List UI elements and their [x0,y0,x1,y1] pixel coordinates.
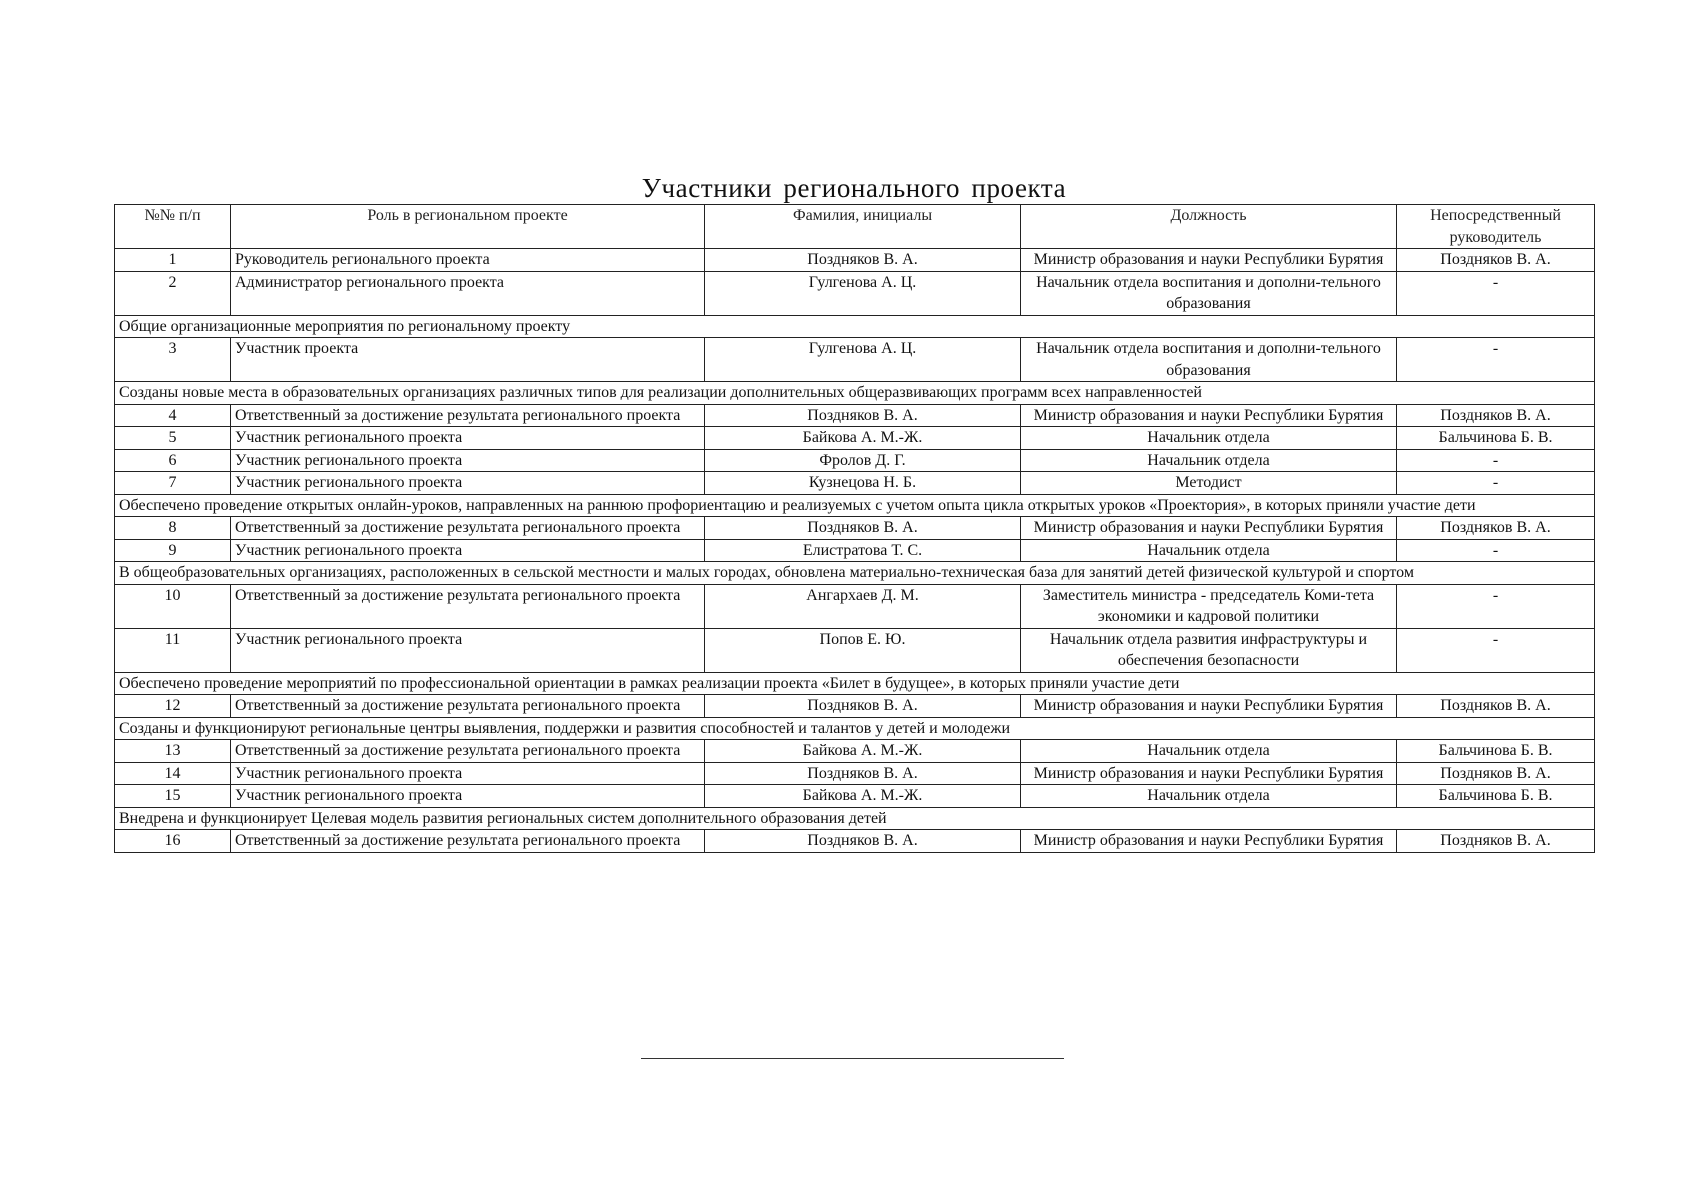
row-role: Ответственный за достижение результата регионального проекта [231,695,705,718]
row-supervisor: Поздняков В. А. [1397,517,1595,540]
row-role: Ответственный за достижение результата регионального проекта [231,584,705,628]
section-row [115,315,1595,338]
row-name: Поздняков В. А. [705,695,1021,718]
row-number: 7 [115,472,231,495]
row-number: 16 [115,830,231,853]
row-position: Министр образования и науки Республики Бурятия [1021,762,1397,785]
table-header-row [115,205,1595,249]
row-name: Поздняков В. А. [705,249,1021,272]
row-role: Ответственный за достижение результата регионального проекта [231,830,705,853]
section-title: Внедрена и функционирует Целевая модель развития региональных систем дополнительного образования детей [115,807,1595,830]
row-number: 14 [115,762,231,785]
row-name: Гулгенова А. Ц. [705,271,1021,315]
row-number: 8 [115,517,231,540]
row-number: 10 [115,584,231,628]
table-row [115,740,1595,763]
row-supervisor: Поздняков В. А. [1397,830,1595,853]
row-name: Кузнецова Н. Б. [705,472,1021,495]
row-number: 4 [115,404,231,427]
row-number: 15 [115,785,231,808]
row-role: Администратор регионального проекта [231,271,705,315]
row-position: Начальник отдела [1021,539,1397,562]
row-role: Участник регионального проекта [231,449,705,472]
row-name: Поздняков В. А. [705,404,1021,427]
row-position: Начальник отдела воспитания и дополни-тельного образования [1021,338,1397,382]
row-supervisor: - [1397,584,1595,628]
row-number: 9 [115,539,231,562]
row-supervisor: Поздняков В. А. [1397,249,1595,272]
row-supervisor: Поздняков В. А. [1397,695,1595,718]
row-position: Методист [1021,472,1397,495]
header-name: Фамилия, инициалы [705,205,1021,249]
row-supervisor: Поздняков В. А. [1397,762,1595,785]
row-position: Начальник отдела развития инфраструктуры и обеспечения безопасности [1021,628,1397,672]
table-row [115,404,1595,427]
section-title: Созданы новые места в образовательных организациях различных типов для реализации дополнительных общеразвивающих программ всех направленностей [115,382,1595,405]
row-position: Начальник отдела воспитания и дополни-тельного образования [1021,271,1397,315]
row-position: Министр образования и науки Республики Бурятия [1021,517,1397,540]
table-row [115,539,1595,562]
table-row [115,271,1595,315]
row-number: 12 [115,695,231,718]
section-row [115,807,1595,830]
row-name: Попов Е. Ю. [705,628,1021,672]
section-title: В общеобразовательных организациях, расположенных в сельской местности и малых городах, обновлена материально-техническая база для занятий детей физической культурой и спортом [115,562,1595,585]
row-position: Министр образования и науки Республики Бурятия [1021,830,1397,853]
participants-table [114,204,1595,853]
row-number: 2 [115,271,231,315]
row-supervisor: - [1397,472,1595,495]
row-position: Министр образования и науки Республики Бурятия [1021,249,1397,272]
table-row [115,338,1595,382]
row-name: Поздняков В. А. [705,762,1021,785]
row-role: Участник регионального проекта [231,472,705,495]
row-name: Гулгенова А. Ц. [705,338,1021,382]
row-name: Ангархаев Д. М. [705,584,1021,628]
section-row [115,494,1595,517]
footer-divider [641,1058,1064,1059]
row-role: Ответственный за достижение результата регионального проекта [231,404,705,427]
row-role: Ответственный за достижение результата регионального проекта [231,740,705,763]
header-supervisor: Непосредственный руководитель [1397,205,1595,249]
section-title: Созданы и функционируют региональные центры выявления, поддержки и развития способностей и талантов у детей и молодежи [115,717,1595,740]
table-row [115,517,1595,540]
row-name: Байкова А. М.-Ж. [705,740,1021,763]
row-name: Фролов Д. Г. [705,449,1021,472]
row-position: Начальник отдела [1021,740,1397,763]
row-role: Участник проекта [231,338,705,382]
section-title: Общие организационные мероприятия по региональному проекту [115,315,1595,338]
row-supervisor: Бальчинова Б. В. [1397,740,1595,763]
table-row [115,628,1595,672]
table-row [115,785,1595,808]
row-role: Участник регионального проекта [231,427,705,450]
row-number: 3 [115,338,231,382]
row-name: Поздняков В. А. [705,517,1021,540]
row-supervisor: Бальчинова Б. В. [1397,785,1595,808]
table-row [115,584,1595,628]
row-position: Начальник отдела [1021,449,1397,472]
header-num: №№ п/п [115,205,231,249]
row-supervisor: - [1397,338,1595,382]
section-row [115,717,1595,740]
table-body [115,205,1595,853]
row-number: 13 [115,740,231,763]
table-row [115,472,1595,495]
row-name: Байкова А. М.-Ж. [705,785,1021,808]
row-role: Участник регионального проекта [231,539,705,562]
row-supervisor: Поздняков В. А. [1397,404,1595,427]
page-title: Участники регионального проекта [641,173,1067,203]
table-row [115,449,1595,472]
table-row [115,427,1595,450]
header-role: Роль в региональном проекте [231,205,705,249]
section-row [115,382,1595,405]
row-name: Байкова А. М.-Ж. [705,427,1021,450]
table-row [115,830,1595,853]
row-number: 1 [115,249,231,272]
section-row [115,672,1595,695]
row-supervisor: - [1397,628,1595,672]
row-supervisor: Бальчинова Б. В. [1397,427,1595,450]
section-title: Обеспечено проведение мероприятий по профессиональной ориентации в рамках реализации проекта «Билет в будущее», в которых приняли участие дети [115,672,1595,695]
row-name: Елистратова Т. С. [705,539,1021,562]
row-position: Начальник отдела [1021,427,1397,450]
row-number: 6 [115,449,231,472]
table-row [115,695,1595,718]
table-row [115,762,1595,785]
row-number: 5 [115,427,231,450]
section-row [115,562,1595,585]
section-title: Обеспечено проведение открытых онлайн-уроков, направленных на раннюю профориентацию и реализуемых с учетом опыта цикла открытых уроков «Проектория», в которых приняли участие дети [115,494,1595,517]
row-supervisor: - [1397,539,1595,562]
row-name: Поздняков В. А. [705,830,1021,853]
row-position: Заместитель министра - председатель Коми-тета экономики и кадровой политики [1021,584,1397,628]
table-row [115,249,1595,272]
row-position: Министр образования и науки Республики Бурятия [1021,404,1397,427]
header-position: Должность [1021,205,1397,249]
row-role: Ответственный за достижение результата регионального проекта [231,517,705,540]
row-number: 11 [115,628,231,672]
row-role: Участник регионального проекта [231,628,705,672]
row-role: Участник регионального проекта [231,762,705,785]
row-position: Министр образования и науки Республики Бурятия [1021,695,1397,718]
row-position: Начальник отдела [1021,785,1397,808]
row-role: Участник регионального проекта [231,785,705,808]
row-supervisor: - [1397,449,1595,472]
row-role: Руководитель регионального проекта [231,249,705,272]
row-supervisor: - [1397,271,1595,315]
